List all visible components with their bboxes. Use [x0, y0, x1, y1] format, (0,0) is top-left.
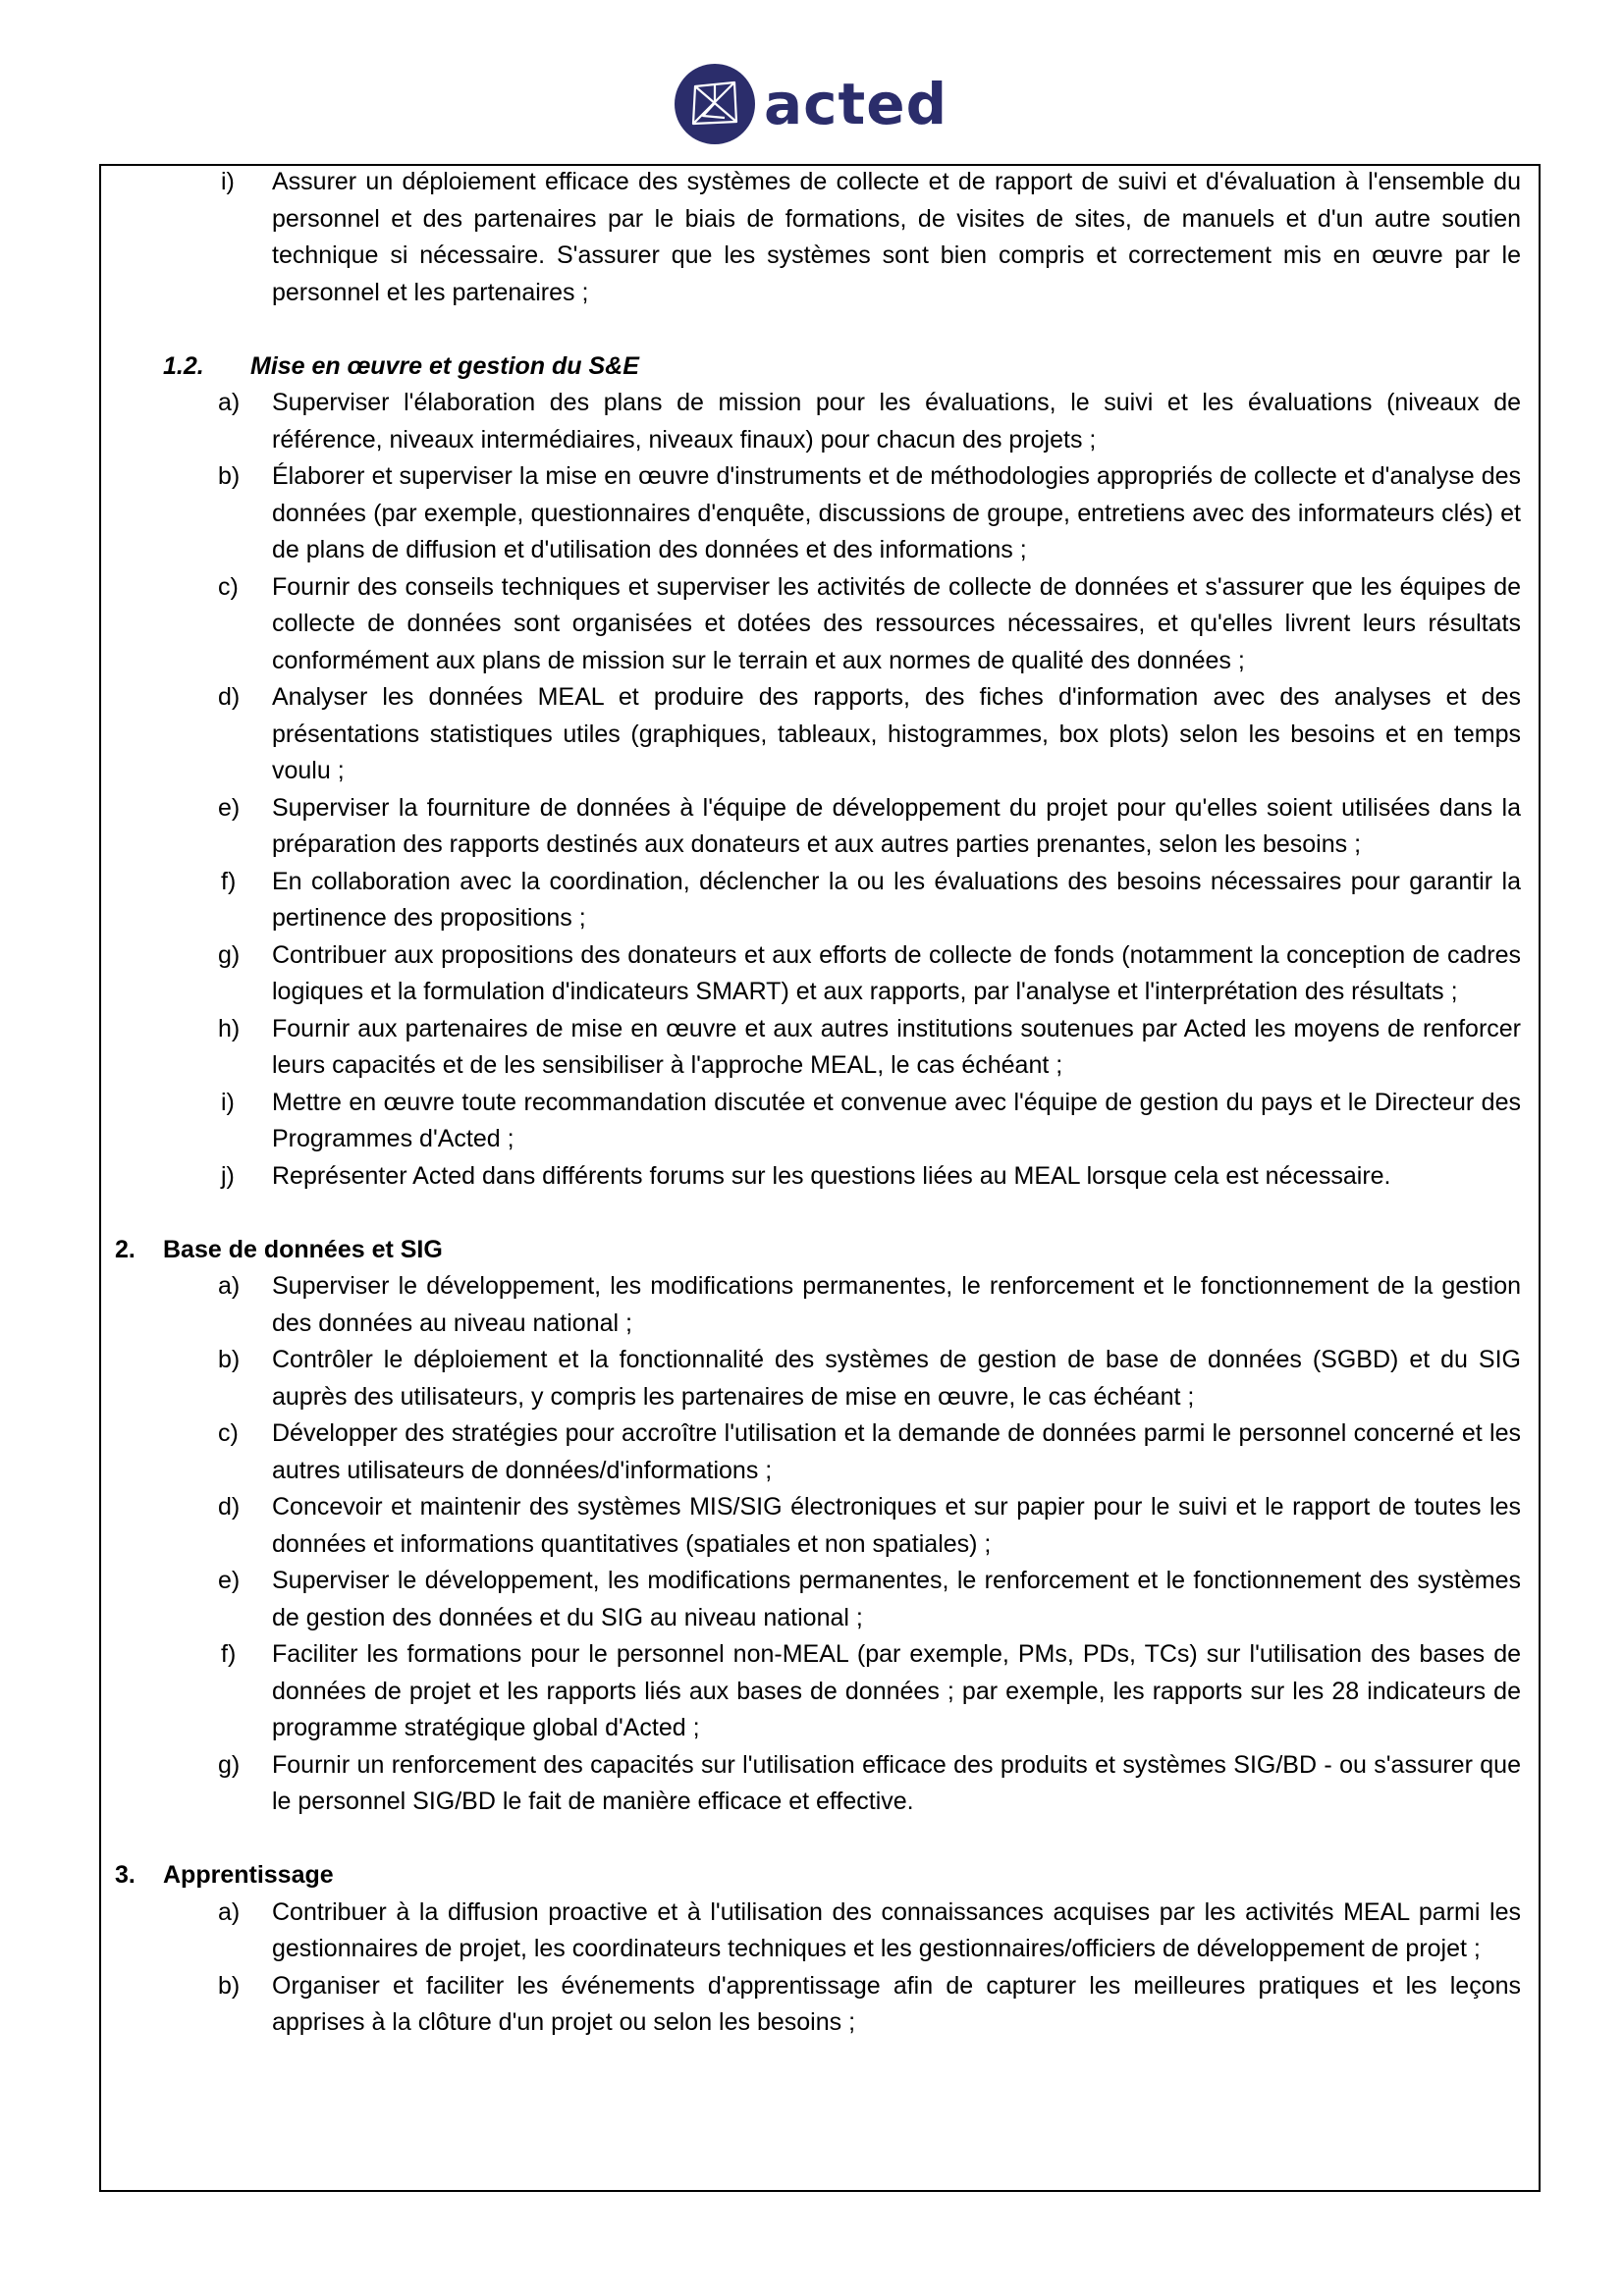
- list-item: [0, 458, 1624, 569]
- list-item: [0, 1342, 1624, 1415]
- list-item: [0, 1158, 1624, 1196]
- list-item-text: Faciliter les formations pour le personnel non-MEAL (par exemple, PMs, PDs, TCs) sur l'utilisation des bases de données de projet et les rapports liés aux bases de données ; par exemple, les rapports sur les 28 indicateurs de programme stratégique global d'Acted ;: [272, 1640, 1521, 1741]
- list-item: [0, 1563, 1624, 1636]
- sections: [0, 311, 1624, 2042]
- list-item: [0, 1085, 1624, 1158]
- blank-line: [0, 1195, 1624, 1232]
- list-marker: e): [218, 1567, 241, 1594]
- list-item-text: Fournir un renforcement des capacités sur l'utilisation efficace des produits et systèmes SIG/BD - ou s'assurer que le personnel SIG/BD le fait de manière efficace et effective.: [272, 1750, 1521, 1815]
- list-item-text: Superviser l'élaboration des plans de mission pour les évaluations, le suivi et les évaluations (niveaux de référence, niveaux intermédiaires, niveaux finaux) pour chacun des projets ;: [272, 389, 1521, 454]
- list-item-text: Mettre en œuvre toute recommandation discutée et convenue avec l'équipe de gestion du pays et le Directeur des Programmes d'Acted ;: [272, 1088, 1521, 1152]
- blank-line: [0, 311, 1624, 348]
- list-item: [0, 1415, 1624, 1489]
- list-item-text: Contribuer aux propositions des donateurs et aux efforts de collecte de fonds (notamment la conception de cadres logiques et la formulation d'indicateurs SMART) et aux rapports, par l'analyse et l'interprétation des résultats ;: [272, 940, 1521, 1005]
- list-marker: g): [218, 940, 241, 969]
- section-number: 3.: [115, 1861, 135, 1889]
- list-item-text: Superviser le développement, les modifications permanentes, le renforcement et le fonctionnement de la gestion des données au niveau national ;: [272, 1272, 1521, 1337]
- list-item-text: Analyser les données MEAL et produire des rapports, des fiches d'information avec des analyses et des présentations statistiques utiles (graphiques, tableaux, histogrammes, box plots) selon les besoins et en temps voulu ;: [272, 683, 1521, 784]
- list-marker: a): [218, 1272, 241, 1300]
- section-number: 1.2.: [163, 351, 204, 380]
- list-marker: b): [218, 1346, 241, 1373]
- list-item: [0, 1747, 1624, 1821]
- list-marker: b): [218, 462, 241, 490]
- logo-wordmark: acted: [764, 71, 948, 137]
- list-item-text: Développer des stratégies pour accroître l'utilisation et la demande de données parmi le personnel concerné et les autres utilisateurs de données/d'informations ;: [272, 1419, 1521, 1484]
- list-item-text: Organiser et faciliter les événements d'apprentissage afin de capturer les meilleures pratiques et les leçons apprises à la clôture d'un projet ou selon les besoins ;: [272, 1971, 1521, 2036]
- list-item: [0, 937, 1624, 1011]
- list-item-text: Représenter Acted dans différents forums sur les questions liées au MEAL lorsque cela est nécessaire.: [272, 1161, 1391, 1190]
- section-title: Base de données et SIG: [163, 1235, 443, 1263]
- section-number: 2.: [115, 1235, 135, 1263]
- list-marker: a): [218, 389, 241, 416]
- list-item-text: Contribuer à la diffusion proactive et à l'utilisation des connaissances acquises par les activités MEAL parmi les gestionnaires de projet, les coordinateurs techniques et les gestionnaires/officiers de développement de projet ;: [272, 1897, 1521, 1962]
- list-item: [0, 385, 1624, 458]
- list-item-text: En collaboration avec la coordination, déclencher la ou les évaluations des besoins nécessaires pour garantir la pertinence des propositions ;: [272, 867, 1521, 932]
- section-title: Mise en œuvre et gestion du S&E: [250, 351, 639, 380]
- list-item-text: Fournir aux partenaires de mise en œuvre et aux autres institutions soutenues par Acted les moyens de renforcer leurs capacités et de les sensibiliser à l'approche MEAL, le cas échéant ;: [272, 1014, 1521, 1079]
- list-marker: d): [218, 1493, 241, 1521]
- list-item: [0, 1895, 1624, 1968]
- list-item-text: Concevoir et maintenir des systèmes MIS/SIG électroniques et sur papier pour le suivi et le rapport de toutes les données et informations quantitatives (spatiales et non spatiales) ;: [272, 1493, 1521, 1558]
- list-marker: d): [218, 683, 241, 711]
- list-item-text: Contrôler le déploiement et la fonctionnalité des systèmes de gestion de base de données (SGBD) et du SIG auprès des utilisateurs, y compris les partenaires de mise en œuvre, le cas échéant ;: [272, 1346, 1521, 1411]
- list-item-text: Superviser la fourniture de données à l'équipe de développement du projet pour qu'elles soient utilisées dans la préparation des rapports destinés aux donateurs et aux autres parties prenantes, selon les besoins ;: [272, 793, 1521, 858]
- list-item: [0, 569, 1624, 680]
- list-marker: g): [218, 1750, 241, 1779]
- list-item: [0, 164, 1624, 311]
- list-marker: f): [221, 867, 237, 895]
- section-heading: [0, 1232, 1624, 1269]
- list-marker: e): [218, 793, 241, 822]
- list-item-text: Assurer un déploiement efficace des systèmes de collecte et de rapport de suivi et d'évaluation à l'ensemble du personnel et des partenaires par le biais de formations, de visites de sites, de manuels et d'un autre soutien technique si nécessaire. S'assurer que les systèmes sont bien compris et correctement mis en œuvre par le personnel et les partenaires ;: [272, 168, 1521, 306]
- list-marker: h): [218, 1014, 241, 1042]
- list-item: [0, 1011, 1624, 1085]
- list-item: [0, 864, 1624, 937]
- list-marker: a): [218, 1897, 241, 1926]
- list-marker: j): [221, 1161, 235, 1190]
- list-item: [0, 790, 1624, 864]
- list-item: [0, 1489, 1624, 1563]
- list-item-text: Élaborer et superviser la mise en œuvre d'instruments et de méthodologies appropriés de collecte et d'analyse des données (par exemple, questionnaires d'enquête, discussions de groupe, entretiens avec des informateurs clés) et de plans de diffusion et d'utilisation des données et des informations ;: [272, 462, 1521, 563]
- list-marker: i): [221, 168, 235, 195]
- list-marker: i): [221, 1088, 235, 1116]
- list-item: [0, 1636, 1624, 1747]
- blank-line: [0, 1821, 1624, 1858]
- list-marker: c): [218, 1419, 239, 1447]
- list-marker: b): [218, 1971, 241, 2000]
- list-marker: c): [218, 572, 239, 601]
- section-title: Apprentissage: [163, 1861, 334, 1889]
- list-item-text: Fournir des conseils techniques et superviser les activités de collecte de données et s'assurer que les équipes de collecte de données sont organisées et dotées des ressources nécessaires, et qu'elles livrent leurs résultats conformément aux plans de mission sur le terrain et aux normes de qualité des données ;: [272, 572, 1521, 674]
- list-item: [0, 1968, 1624, 2042]
- list-item: [0, 679, 1624, 790]
- list-item: [0, 1268, 1624, 1342]
- list-marker: f): [221, 1640, 237, 1668]
- list-item-text: Superviser le développement, les modifications permanentes, le renforcement et le fonctionnement des systèmes de gestion des données et du SIG au niveau national ;: [272, 1567, 1521, 1631]
- section-heading: [0, 1857, 1624, 1895]
- section-heading: [0, 348, 1624, 386]
